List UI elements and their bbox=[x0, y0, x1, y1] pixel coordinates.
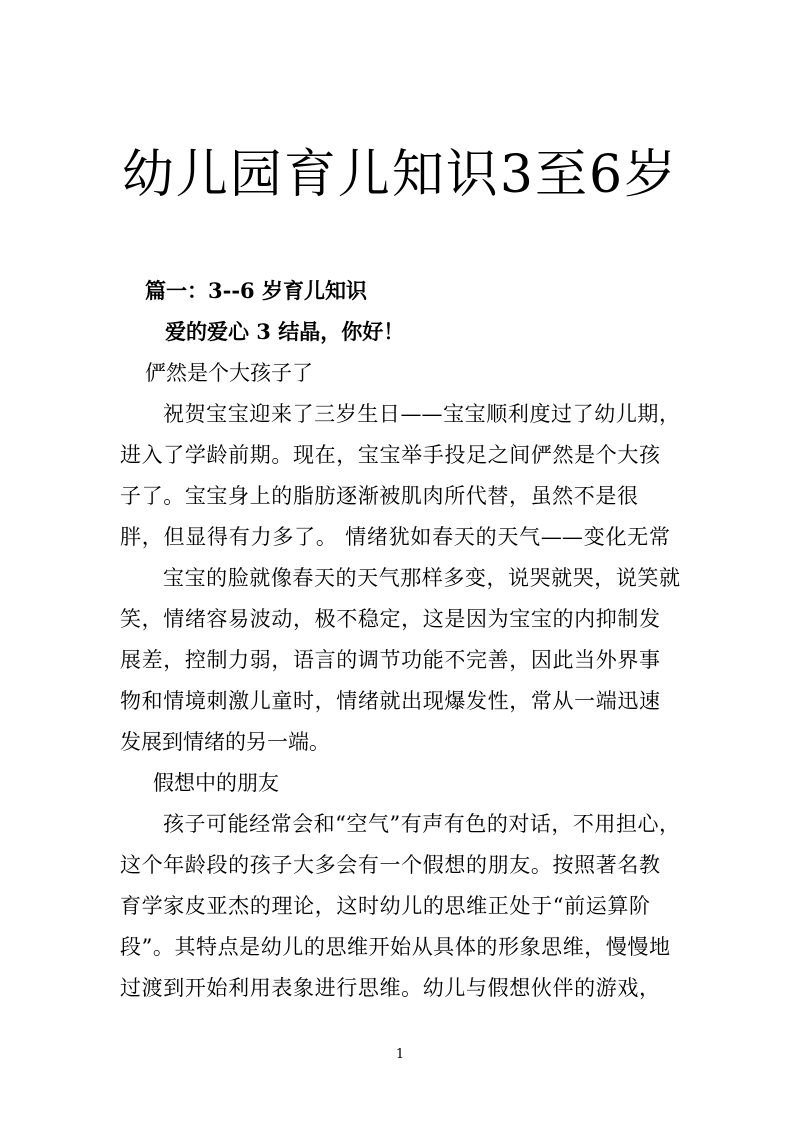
paragraph-line: 育学家皮亚杰的理论，这时幼儿的思维正处于“前运算阶 bbox=[120, 894, 650, 918]
paragraph-line: 孩子可能经常会和“空气”有声有色的对话，不用担心， bbox=[163, 812, 680, 836]
subheading-grown-up: 俨然是个大孩子了 bbox=[145, 361, 313, 385]
paragraph-line: 发展到情绪的另一端。 bbox=[120, 730, 330, 754]
paragraph-line: 段”。其特点是幼儿的思维开始从具体的形象思维，慢慢地 bbox=[120, 935, 670, 959]
paragraph-line: 笑，情绪容易波动，极不稳定，这是因为宝宝的内抑制发 bbox=[120, 607, 660, 631]
document-title: 幼儿园育儿知识3至6岁 bbox=[121, 145, 679, 205]
paragraph-line: 进入了学龄前期。现在，宝宝举手投足之间俨然是个大孩 bbox=[120, 443, 660, 467]
paragraph-line: 胖，但显得有力多了。 情绪犹如春天的天气——变化无常 bbox=[120, 525, 670, 549]
page-number: 1 bbox=[395, 1047, 405, 1062]
paragraph-line: 子了。宝宝身上的脂肪逐渐被肌肉所代替，虽然不是很 bbox=[120, 484, 638, 508]
paragraph-line: 祝贺宝宝迎来了三岁生日——宝宝顺利度过了幼儿期， bbox=[163, 402, 680, 426]
paragraph-line: 宝宝的脸就像春天的天气那样多变，说哭就哭，说笑就 bbox=[163, 566, 680, 590]
paragraph-line: 过渡到开始利用表象进行思维。幼儿与假想伙伴的游戏， bbox=[120, 976, 660, 1000]
paragraph-line: 这个年龄段的孩子大多会有一个假想的朋友。按照著名教 bbox=[120, 853, 660, 877]
paragraph-line: 物和情境刺激儿童时，情绪就出现爆发性，常从一端迅速 bbox=[120, 689, 660, 713]
section-heading: 篇一：3--6 岁育儿知识 bbox=[145, 278, 367, 303]
paragraph-line: 展差，控制力弱，语言的调节功能不完善，因此当外界事 bbox=[120, 648, 660, 672]
greeting-line: 爱的爱心 3 结晶，你好！ bbox=[165, 319, 405, 344]
subheading-imaginary-friend: 假想中的朋友 bbox=[153, 771, 279, 795]
